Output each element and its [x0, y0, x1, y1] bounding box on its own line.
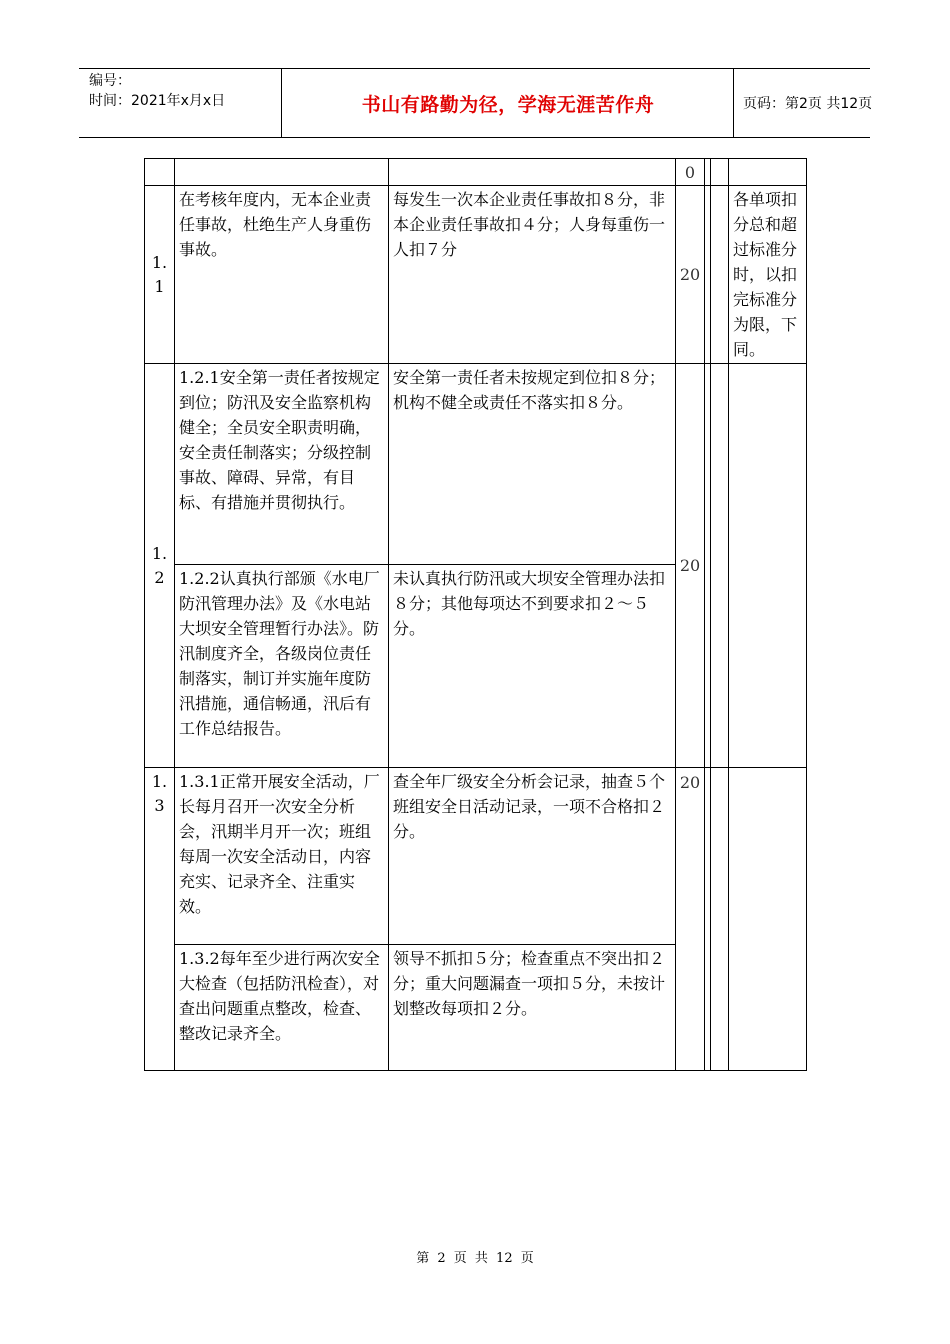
row-score: 20	[676, 364, 705, 768]
table-row	[145, 768, 807, 945]
row-remark: 各单项扣分总和超过标准分时，以扣完标准分为限，下同。	[729, 186, 807, 364]
row-score: 20	[676, 768, 705, 1071]
row-remark	[729, 768, 807, 1071]
number-label: 编号：	[89, 73, 131, 89]
cell-method	[389, 159, 676, 186]
row-index: 1. 1	[145, 186, 175, 364]
row-standard: 1.3.2每年至少进行两次安全大检查（包括防汛检查），对查出问题重点整改，检查、整改记录齐全。	[175, 945, 389, 1071]
page-footer: 第 2 页 共 12 页	[416, 1251, 534, 1266]
row-standard: 在考核年度内，无本企业责任事故，杜绝生产人身重伤事故。	[175, 186, 389, 364]
row-method: 安全第一责任者未按规定到位扣８分；机构不健全或责任不落实扣８分。	[389, 364, 676, 565]
cell-deduct	[711, 159, 729, 186]
table-row	[145, 364, 807, 565]
row-method: 查全年厂级安全分析会记录，抽查５个班组安全日活动记录，一项不合格扣２分。	[389, 768, 676, 945]
row-index: 1. 2	[145, 364, 175, 768]
cell-standard	[175, 159, 389, 186]
cell-deduct	[711, 364, 729, 768]
time-label: 时间：2021年x月x日	[89, 93, 226, 109]
row-index: 1. 3	[145, 768, 175, 1071]
header-motto: 书山有路勤为径，学海无涯苦作舟	[283, 69, 734, 137]
row-score: 20	[676, 186, 705, 364]
cell-deduct	[711, 768, 729, 1071]
row-standard: 1.3.1正常开展安全活动，厂长每月召开一次安全分析会，汛期半月开一次；班组每周一次安全活动日，内容充实、记录齐全、注重实效。	[175, 768, 389, 945]
row-standard: 1.2.1安全第一责任者按规定到位；防汛及安全监察机构健全；全员安全职责明确，安全责任制落实；分级控制事故、障碍、异常，有目标、有措施并贯彻执行。	[175, 364, 389, 565]
row-standard: 1.2.2认真执行部颁《水电厂防汛管理办法》及《水电站大坝安全管理暂行办法》。防汛制度齐全，各级岗位责任制落实，制订并实施年度防汛措施，通信畅通，汛后有工作总结报告。	[175, 565, 389, 768]
page-header	[79, 68, 873, 138]
table-row-top	[145, 159, 807, 186]
cell-index	[145, 159, 175, 186]
cell-deduct	[711, 186, 729, 364]
header-page-info: 页码：第2页 共12页	[743, 96, 873, 112]
assessment-table	[144, 158, 807, 1071]
row-method: 领导不抓扣５分；检查重点不突出扣２分；重大问题漏查一项扣５分，未按计划整改每项扣２分。	[389, 945, 676, 1071]
top-score-cell: 0	[676, 159, 705, 186]
row-method: 未认真执行防汛或大坝安全管理办法扣８分；其他每项达不到要求扣２～５分。	[389, 565, 676, 768]
row-method: 每发生一次本企业责任事故扣８分，非本企业责任事故扣４分；人身每重伤一人扣７分	[389, 186, 676, 364]
row-remark	[729, 364, 807, 768]
table-row	[145, 186, 807, 364]
cell-remark	[729, 159, 807, 186]
header-meta	[79, 69, 282, 137]
